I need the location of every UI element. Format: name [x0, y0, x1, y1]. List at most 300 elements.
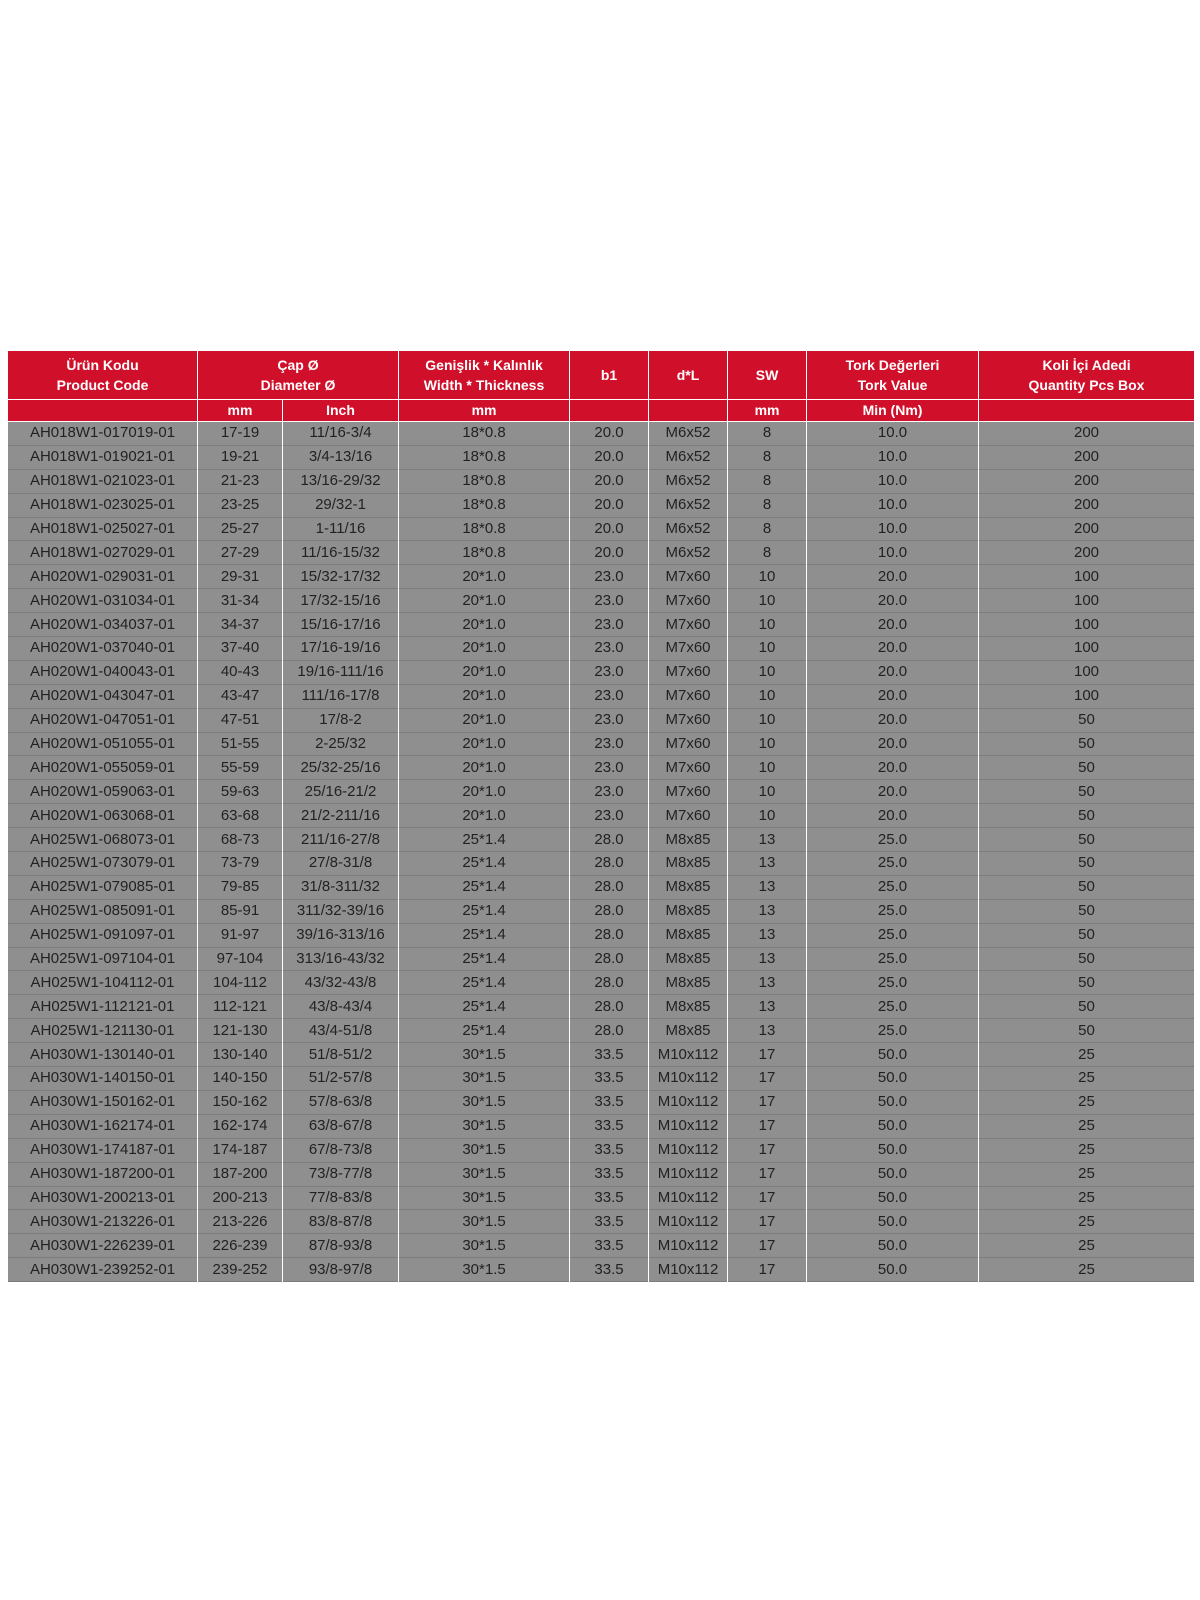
header-product-code: Ürün Kodu Product Code: [8, 351, 198, 400]
table-cell: 25.0: [807, 995, 979, 1019]
table-cell: 10: [728, 565, 807, 589]
table-cell: AH030W1-140150-01: [8, 1067, 198, 1091]
table-cell: 1-11/16: [283, 517, 399, 541]
table-cell: 25: [979, 1186, 1195, 1210]
table-cell: 33.5: [570, 1162, 649, 1186]
table-cell: M7x60: [649, 804, 728, 828]
table-cell: 73-79: [198, 852, 283, 876]
table-cell: 13: [728, 852, 807, 876]
table-cell: 30*1.5: [399, 1138, 570, 1162]
table-cell: 50: [979, 828, 1195, 852]
table-cell: 25: [979, 1114, 1195, 1138]
table-cell: AH030W1-150162-01: [8, 1090, 198, 1114]
table-cell: 10.0: [807, 445, 979, 469]
table-cell: 63/8-67/8: [283, 1114, 399, 1138]
table-cell: 200: [979, 422, 1195, 446]
table-cell: 30*1.5: [399, 1090, 570, 1114]
table-cell: M8x85: [649, 899, 728, 923]
table-row: [8, 589, 1195, 613]
table-cell: 50.0: [807, 1043, 979, 1067]
table-cell: 10: [728, 756, 807, 780]
table-cell: AH030W1-213226-01: [8, 1210, 198, 1234]
table-cell: 27/8-31/8: [283, 852, 399, 876]
table-cell: 18*0.8: [399, 541, 570, 565]
table-row: [8, 1186, 1195, 1210]
table-cell: 17: [728, 1067, 807, 1091]
table-cell: 33.5: [570, 1043, 649, 1067]
table-row: [8, 469, 1195, 493]
table-cell: 25/16-21/2: [283, 780, 399, 804]
table-cell: 18*0.8: [399, 445, 570, 469]
table-row: [8, 1138, 1195, 1162]
table-cell: 18*0.8: [399, 493, 570, 517]
table-cell: 28.0: [570, 875, 649, 899]
table-cell: AH020W1-059063-01: [8, 780, 198, 804]
table-cell: 23.0: [570, 804, 649, 828]
table-cell: 20.0: [570, 541, 649, 565]
table-cell: 20.0: [570, 469, 649, 493]
table-cell: M7x60: [649, 708, 728, 732]
table-cell: 20*1.0: [399, 732, 570, 756]
table-cell: 21/2-211/16: [283, 804, 399, 828]
table-cell: 25.0: [807, 852, 979, 876]
table-cell: 17: [728, 1234, 807, 1258]
table-cell: 57/8-63/8: [283, 1090, 399, 1114]
table-cell: 43/4-51/8: [283, 1019, 399, 1043]
table-cell: 17: [728, 1090, 807, 1114]
table-cell: 150-162: [198, 1090, 283, 1114]
table-cell: 50: [979, 732, 1195, 756]
table-cell: 25.0: [807, 923, 979, 947]
table-row: [8, 732, 1195, 756]
table-cell: M7x60: [649, 684, 728, 708]
table-cell: 13: [728, 923, 807, 947]
table-cell: 33.5: [570, 1090, 649, 1114]
table-cell: 211/16-27/8: [283, 828, 399, 852]
table-cell: 31/8-311/32: [283, 875, 399, 899]
table-cell: AH025W1-068073-01: [8, 828, 198, 852]
table-cell: M6x52: [649, 422, 728, 446]
table-cell: 20*1.0: [399, 589, 570, 613]
unit-cell: mm: [198, 400, 283, 422]
table-cell: 30*1.5: [399, 1162, 570, 1186]
table-cell: 50.0: [807, 1114, 979, 1138]
table-cell: 20.0: [807, 732, 979, 756]
table-cell: AH020W1-047051-01: [8, 708, 198, 732]
table-cell: 33.5: [570, 1258, 649, 1282]
table-cell: AH020W1-037040-01: [8, 637, 198, 661]
table-cell: 8: [728, 445, 807, 469]
table-cell: 100: [979, 684, 1195, 708]
table-cell: 20.0: [570, 445, 649, 469]
table-cell: 30*1.5: [399, 1067, 570, 1091]
table-cell: 50: [979, 756, 1195, 780]
table-cell: 200-213: [198, 1186, 283, 1210]
table-cell: 40-43: [198, 660, 283, 684]
header-sw: SW: [728, 351, 807, 400]
table-cell: 104-112: [198, 971, 283, 995]
table-cell: AH018W1-023025-01: [8, 493, 198, 517]
table-cell: 50.0: [807, 1258, 979, 1282]
table-cell: 28.0: [570, 923, 649, 947]
table-cell: M8x85: [649, 852, 728, 876]
table-cell: 30*1.5: [399, 1114, 570, 1138]
table-cell: 21-23: [198, 469, 283, 493]
table-body: [8, 422, 1195, 1282]
table-cell: 10.0: [807, 422, 979, 446]
table-cell: 20*1.0: [399, 804, 570, 828]
table-cell: 20*1.0: [399, 613, 570, 637]
table-cell: 25: [979, 1162, 1195, 1186]
table-cell: 91-97: [198, 923, 283, 947]
table-cell: 25.0: [807, 971, 979, 995]
table-cell: 25*1.4: [399, 899, 570, 923]
table-cell: 13: [728, 995, 807, 1019]
table-cell: 27-29: [198, 541, 283, 565]
table-row: [8, 1067, 1195, 1091]
table-cell: 17: [728, 1138, 807, 1162]
table-cell: AH018W1-021023-01: [8, 469, 198, 493]
table-cell: 20.0: [807, 756, 979, 780]
unit-cell: [649, 400, 728, 422]
table-cell: 37-40: [198, 637, 283, 661]
table-cell: AH020W1-043047-01: [8, 684, 198, 708]
table-row: [8, 1043, 1195, 1067]
table-cell: 25*1.4: [399, 875, 570, 899]
table-cell: 200: [979, 541, 1195, 565]
table-row: [8, 875, 1195, 899]
table-cell: 19/16-111/16: [283, 660, 399, 684]
table-cell: 10: [728, 613, 807, 637]
table-cell: 20.0: [807, 684, 979, 708]
table-cell: 43/32-43/8: [283, 971, 399, 995]
table-cell: AH030W1-187200-01: [8, 1162, 198, 1186]
table-row: [8, 613, 1195, 637]
table-cell: 25: [979, 1258, 1195, 1282]
table-cell: 20.0: [807, 637, 979, 661]
table-cell: 13/16-29/32: [283, 469, 399, 493]
table-cell: 25.0: [807, 1019, 979, 1043]
table-cell: 50: [979, 947, 1195, 971]
table-cell: AH018W1-017019-01: [8, 422, 198, 446]
table-cell: AH020W1-040043-01: [8, 660, 198, 684]
table-cell: 50: [979, 852, 1195, 876]
table-cell: AH020W1-051055-01: [8, 732, 198, 756]
table-cell: 20*1.0: [399, 565, 570, 589]
table-cell: 20*1.0: [399, 660, 570, 684]
table-cell: 20.0: [570, 517, 649, 541]
table-cell: AH018W1-025027-01: [8, 517, 198, 541]
table-cell: 13: [728, 828, 807, 852]
table-cell: 25-27: [198, 517, 283, 541]
table-cell: 68-73: [198, 828, 283, 852]
table-cell: 239-252: [198, 1258, 283, 1282]
table-cell: 10: [728, 660, 807, 684]
table-row: [8, 828, 1195, 852]
table-cell: 23.0: [570, 660, 649, 684]
table-cell: 33.5: [570, 1138, 649, 1162]
table-cell: 17: [728, 1258, 807, 1282]
table-cell: 50: [979, 875, 1195, 899]
table-cell: 50: [979, 971, 1195, 995]
table-cell: 25: [979, 1210, 1195, 1234]
table-cell: 47-51: [198, 708, 283, 732]
table-cell: 85-91: [198, 899, 283, 923]
table-cell: 15/32-17/32: [283, 565, 399, 589]
table-cell: 25*1.4: [399, 971, 570, 995]
table-cell: 93/8-97/8: [283, 1258, 399, 1282]
table-cell: 17/32-15/16: [283, 589, 399, 613]
table-cell: 17: [728, 1114, 807, 1138]
table-cell: 50.0: [807, 1138, 979, 1162]
table-cell: 11/16-3/4: [283, 422, 399, 446]
table-row: [8, 780, 1195, 804]
table-cell: 174-187: [198, 1138, 283, 1162]
table-row: [8, 923, 1195, 947]
table-cell: 50: [979, 804, 1195, 828]
table-cell: 23.0: [570, 589, 649, 613]
table-cell: 200: [979, 517, 1195, 541]
table-cell: 97-104: [198, 947, 283, 971]
table-row: [8, 708, 1195, 732]
table-cell: 20*1.0: [399, 637, 570, 661]
table-cell: 50.0: [807, 1234, 979, 1258]
table-row: [8, 422, 1195, 446]
table-cell: 50.0: [807, 1090, 979, 1114]
table-cell: 2-25/32: [283, 732, 399, 756]
table-cell: 25*1.4: [399, 828, 570, 852]
table-cell: 50.0: [807, 1210, 979, 1234]
table-cell: 187-200: [198, 1162, 283, 1186]
table-cell: M7x60: [649, 565, 728, 589]
table-cell: 33.5: [570, 1114, 649, 1138]
table-cell: AH030W1-239252-01: [8, 1258, 198, 1282]
table-cell: M10x112: [649, 1114, 728, 1138]
table-cell: 13: [728, 971, 807, 995]
table-cell: 23.0: [570, 613, 649, 637]
table-cell: 50: [979, 708, 1195, 732]
table-cell: 311/32-39/16: [283, 899, 399, 923]
table-cell: AH020W1-029031-01: [8, 565, 198, 589]
table-cell: 33.5: [570, 1186, 649, 1210]
table-cell: 10: [728, 708, 807, 732]
table-cell: 13: [728, 947, 807, 971]
table-cell: 25: [979, 1067, 1195, 1091]
table-cell: 20.0: [807, 660, 979, 684]
table-cell: 29-31: [198, 565, 283, 589]
table-cell: 130-140: [198, 1043, 283, 1067]
table-cell: 100: [979, 637, 1195, 661]
table-row: [8, 852, 1195, 876]
table-cell: 50.0: [807, 1162, 979, 1186]
table-cell: 25: [979, 1090, 1195, 1114]
table-cell: 28.0: [570, 828, 649, 852]
table-cell: AH030W1-200213-01: [8, 1186, 198, 1210]
table-cell: 111/16-17/8: [283, 684, 399, 708]
table-cell: 28.0: [570, 899, 649, 923]
table-cell: M7x60: [649, 613, 728, 637]
table-cell: 20.0: [570, 422, 649, 446]
table-cell: 10: [728, 732, 807, 756]
table-cell: AH025W1-121130-01: [8, 1019, 198, 1043]
table-cell: M8x85: [649, 947, 728, 971]
table-cell: 25.0: [807, 899, 979, 923]
table-cell: M7x60: [649, 756, 728, 780]
table-row: [8, 1114, 1195, 1138]
table-cell: 77/8-83/8: [283, 1186, 399, 1210]
unit-cell: Inch: [283, 400, 399, 422]
table-cell: 23.0: [570, 708, 649, 732]
table-cell: 162-174: [198, 1114, 283, 1138]
table-cell: 121-130: [198, 1019, 283, 1043]
table-cell: 17/8-2: [283, 708, 399, 732]
table-cell: 50: [979, 995, 1195, 1019]
table-cell: 112-121: [198, 995, 283, 1019]
table-cell: 100: [979, 565, 1195, 589]
table-cell: 20.0: [807, 613, 979, 637]
table-cell: 31-34: [198, 589, 283, 613]
table-cell: 140-150: [198, 1067, 283, 1091]
table-cell: 23.0: [570, 756, 649, 780]
table-cell: 30*1.5: [399, 1258, 570, 1282]
table-cell: 17: [728, 1043, 807, 1067]
table-cell: 23-25: [198, 493, 283, 517]
table-cell: 25/32-25/16: [283, 756, 399, 780]
table-row: [8, 756, 1195, 780]
table-cell: 13: [728, 875, 807, 899]
table-cell: AH030W1-130140-01: [8, 1043, 198, 1067]
table-cell: AH020W1-034037-01: [8, 613, 198, 637]
header-row: [8, 351, 1195, 400]
table-cell: 30*1.5: [399, 1186, 570, 1210]
table-cell: 23.0: [570, 732, 649, 756]
table-cell: AH020W1-055059-01: [8, 756, 198, 780]
table-cell: 25.0: [807, 828, 979, 852]
table-cell: 18*0.8: [399, 469, 570, 493]
table-cell: M10x112: [649, 1067, 728, 1091]
table-cell: 10: [728, 804, 807, 828]
table-row: [8, 637, 1195, 661]
table-cell: 23.0: [570, 565, 649, 589]
table-cell: 33.5: [570, 1234, 649, 1258]
table-cell: 25: [979, 1138, 1195, 1162]
table-cell: M7x60: [649, 660, 728, 684]
table-cell: 10: [728, 589, 807, 613]
unit-cell: [570, 400, 649, 422]
table-cell: M10x112: [649, 1090, 728, 1114]
table-cell: 28.0: [570, 852, 649, 876]
table-cell: 15/16-17/16: [283, 613, 399, 637]
table-cell: AH030W1-226239-01: [8, 1234, 198, 1258]
table-cell: AH018W1-027029-01: [8, 541, 198, 565]
table-row: [8, 1258, 1195, 1282]
table-cell: AH020W1-031034-01: [8, 589, 198, 613]
table-cell: 50: [979, 780, 1195, 804]
table-cell: 20*1.0: [399, 684, 570, 708]
table-cell: AH025W1-085091-01: [8, 899, 198, 923]
table-cell: 200: [979, 445, 1195, 469]
table-row: [8, 565, 1195, 589]
table-cell: 8: [728, 469, 807, 493]
table-cell: M8x85: [649, 971, 728, 995]
table-cell: 28.0: [570, 947, 649, 971]
header-diameter: Çap Ø Diameter Ø: [198, 351, 399, 400]
table-cell: 100: [979, 613, 1195, 637]
table-cell: 25*1.4: [399, 923, 570, 947]
table-cell: 25*1.4: [399, 852, 570, 876]
table-cell: 51-55: [198, 732, 283, 756]
table-cell: AH025W1-112121-01: [8, 995, 198, 1019]
table-cell: AH025W1-097104-01: [8, 947, 198, 971]
table-cell: M10x112: [649, 1210, 728, 1234]
table-cell: AH025W1-073079-01: [8, 852, 198, 876]
table-row: [8, 445, 1195, 469]
table-cell: 33.5: [570, 1210, 649, 1234]
unit-cell: [8, 400, 198, 422]
table-cell: 10.0: [807, 493, 979, 517]
table-cell: 8: [728, 541, 807, 565]
unit-cell: [979, 400, 1195, 422]
header-width-thickness: Genişlik * Kalınlık Width * Thickness: [399, 351, 570, 400]
table-cell: M6x52: [649, 541, 728, 565]
unit-cell: mm: [728, 400, 807, 422]
table-row: [8, 995, 1195, 1019]
table-cell: 79-85: [198, 875, 283, 899]
table-cell: 313/16-43/32: [283, 947, 399, 971]
table-cell: M6x52: [649, 517, 728, 541]
table-cell: 50: [979, 899, 1195, 923]
table-row: [8, 517, 1195, 541]
table-cell: 43/8-43/4: [283, 995, 399, 1019]
table-row: [8, 1210, 1195, 1234]
table-cell: 20.0: [807, 589, 979, 613]
table-cell: 83/8-87/8: [283, 1210, 399, 1234]
table-cell: 11/16-15/32: [283, 541, 399, 565]
table-row: [8, 1234, 1195, 1258]
table-cell: 50.0: [807, 1067, 979, 1091]
table-cell: 10: [728, 780, 807, 804]
table-cell: 20.0: [807, 565, 979, 589]
table-cell: 17/16-19/16: [283, 637, 399, 661]
table-cell: 25*1.4: [399, 1019, 570, 1043]
table-cell: 17: [728, 1186, 807, 1210]
table-cell: M10x112: [649, 1234, 728, 1258]
header-torque: Tork Değerleri Tork Value: [807, 351, 979, 400]
table-cell: M10x112: [649, 1138, 728, 1162]
table-cell: 8: [728, 422, 807, 446]
table-cell: 18*0.8: [399, 517, 570, 541]
table-cell: 25*1.4: [399, 947, 570, 971]
table-row: [8, 1090, 1195, 1114]
table-cell: 10: [728, 684, 807, 708]
table-cell: 50: [979, 923, 1195, 947]
table-cell: M6x52: [649, 445, 728, 469]
table-cell: 59-63: [198, 780, 283, 804]
table-cell: M10x112: [649, 1043, 728, 1067]
unit-cell: Min (Nm): [807, 400, 979, 422]
table-row: [8, 1162, 1195, 1186]
table-cell: 8: [728, 493, 807, 517]
table-cell: 13: [728, 899, 807, 923]
table-cell: 29/32-1: [283, 493, 399, 517]
table-cell: 23.0: [570, 684, 649, 708]
units-row: [8, 400, 1195, 422]
table-row: [8, 971, 1195, 995]
table-cell: AH030W1-174187-01: [8, 1138, 198, 1162]
table-cell: 100: [979, 589, 1195, 613]
table-row: [8, 1019, 1195, 1043]
table-cell: 20*1.0: [399, 708, 570, 732]
